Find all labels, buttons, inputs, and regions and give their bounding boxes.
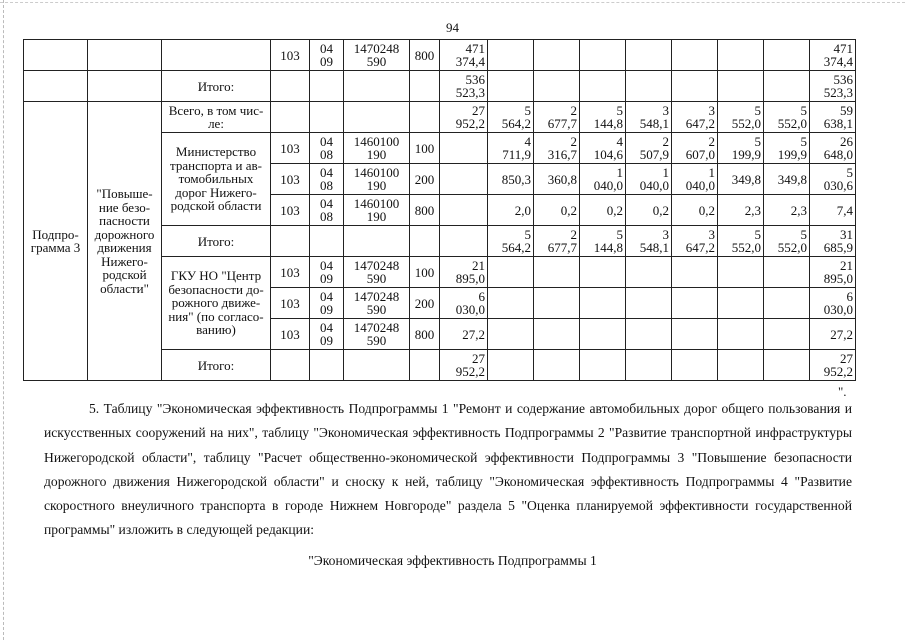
table-cell-value: 4 711,9 [488, 133, 534, 164]
table-cell [626, 350, 672, 381]
entity-cell: ГКУ НО "Центр безопасности до- рожного движе- ния" (по согласо- ванию) [162, 257, 271, 350]
table-cell-value: 0,2 [580, 195, 626, 226]
table-cell-value: 1 040,0 [672, 164, 718, 195]
table-cell [534, 40, 580, 71]
table-cell-section: 04 09 [310, 288, 344, 319]
table-cell [534, 319, 580, 350]
table-cell-value: 5 199,9 [718, 133, 764, 164]
table-cell-gr: 103 [271, 195, 310, 226]
table-cell [24, 40, 88, 71]
table-cell-value: 850,3 [488, 164, 534, 195]
table-cell-value: 360,8 [534, 164, 580, 195]
table-cell-value: 3 548,1 [626, 102, 672, 133]
paragraph-text: 5. Таблицу "Экономическая эффективность Подпрограммы 1 "Ремонт и содержание автомобильных дорог общего пользования и искусственных сооружений на них", таблицу "Экономическая эффективность Подпрограммы 2 "Развитие транспортной инфраструктуры Нижегородской области", таблицу "Расчет общественно-экономической эффективности Подпрограммы 3 "Повышение безопасности дорожного движения Нижегородской области" и сноску к ней, таблицу "Экономическая эффективность Подпрограммы 4 "Развитие скоростного внеуличного транспорта в городе Нижнем Новгороде" раздела 5 "Оценка планируемой эффективности государственной программы" изложить в следующей редакции: [44, 401, 852, 538]
table-cell [672, 40, 718, 71]
table-cell [310, 102, 344, 133]
table-cell [534, 71, 580, 102]
table-cell [271, 350, 310, 381]
table-cell-value: 27 952,2 [440, 102, 488, 133]
table-cell-value: 1 040,0 [626, 164, 672, 195]
table-cell-value: 5 144,8 [580, 226, 626, 257]
table-cell [764, 40, 810, 71]
table-cell [344, 102, 410, 133]
page-number: 94 [446, 20, 459, 35]
table-cell [718, 319, 764, 350]
table-cell [88, 40, 162, 71]
table-cell [310, 71, 344, 102]
table-cell-gr: 103 [271, 288, 310, 319]
table-cell-label: Итого: [162, 71, 271, 102]
table-cell [580, 319, 626, 350]
table-cell-value: 2,3 [764, 195, 810, 226]
table-cell [271, 102, 310, 133]
table-cell-total: 5 030,6 [810, 164, 856, 195]
table-cell-value: 21 895,0 [440, 257, 488, 288]
table-cell-value: 5 552,0 [764, 102, 810, 133]
table-cell-section: 04 09 [310, 319, 344, 350]
table-cell [626, 257, 672, 288]
table-cell [440, 226, 488, 257]
table-cell [410, 226, 440, 257]
table-cell-section: 04 09 [310, 40, 344, 71]
table-cell-expense: 200 [410, 164, 440, 195]
entity-cell: Министерство транспорта и ав- томобильных дорог Нижего- родской области [162, 133, 271, 226]
table-cell-value: 3 647,2 [672, 102, 718, 133]
table-cell [626, 288, 672, 319]
table-cell-total: 6 030,0 [810, 288, 856, 319]
table-cell-value: 5 552,0 [718, 226, 764, 257]
table-cell-gr: 103 [271, 319, 310, 350]
table-cell-value: 27,2 [440, 319, 488, 350]
table-cell [580, 257, 626, 288]
table-cell-target: 1470248 590 [344, 257, 410, 288]
scan-edge-left [3, 0, 4, 640]
table-cell-value: 5 144,8 [580, 102, 626, 133]
table-cell-value: 536 523,3 [440, 71, 488, 102]
table-cell-total: 21 895,0 [810, 257, 856, 288]
table-cell [440, 195, 488, 226]
table-cell [764, 319, 810, 350]
table-cell-target: 1460100 190 [344, 195, 410, 226]
table-cell-value: 3 647,2 [672, 226, 718, 257]
table-cell-value: 2 607,0 [672, 133, 718, 164]
table-cell [410, 71, 440, 102]
table-row [24, 102, 856, 133]
table-cell-value: 0,2 [534, 195, 580, 226]
table-cell [344, 350, 410, 381]
table-cell [534, 257, 580, 288]
table-cell-expense: 200 [410, 288, 440, 319]
table-cell [718, 288, 764, 319]
table-cell-total: 31 685,9 [810, 226, 856, 257]
subprogram-cell: Подпро- грамма 3 [24, 102, 88, 381]
table-cell-value: 0,2 [626, 195, 672, 226]
table-cell [440, 133, 488, 164]
table-cell-total: 59 638,1 [810, 102, 856, 133]
table-cell-total: 536 523,3 [810, 71, 856, 102]
table-cell [764, 257, 810, 288]
table-cell-value: 471 374,4 [440, 40, 488, 71]
table-cell [580, 288, 626, 319]
table-cell-target: 1470248 590 [344, 319, 410, 350]
table-cell [271, 71, 310, 102]
table-cell [88, 71, 162, 102]
table-cell-gr: 103 [271, 133, 310, 164]
table-cell [718, 350, 764, 381]
table-cell-gr: 103 [271, 164, 310, 195]
table-cell-expense: 100 [410, 257, 440, 288]
table-cell-section: 04 08 [310, 133, 344, 164]
table-cell-target: 1470248 590 [344, 288, 410, 319]
table-cell-value: 2,0 [488, 195, 534, 226]
table-cell-value: 2 677,7 [534, 226, 580, 257]
table-cell-value: 349,8 [718, 164, 764, 195]
table-cell-label: Итого: [162, 350, 271, 381]
table-cell-value: 2 507,9 [626, 133, 672, 164]
table-cell-gr: 103 [271, 40, 310, 71]
table-cell-total: 27,2 [810, 319, 856, 350]
table-cell-value: 3 548,1 [626, 226, 672, 257]
table-row [24, 71, 856, 102]
table-cell [344, 226, 410, 257]
table-closing-quote: ". [838, 384, 847, 399]
table-cell-target: 1460100 190 [344, 164, 410, 195]
table-cell-section: 04 08 [310, 164, 344, 195]
table-cell [534, 288, 580, 319]
budget-table [23, 39, 856, 381]
table-cell [410, 350, 440, 381]
table-cell-target: 1470248 590 [344, 40, 410, 71]
table-cell-section: 04 09 [310, 257, 344, 288]
table-cell-value: 0,2 [672, 195, 718, 226]
table-cell-gr: 103 [271, 257, 310, 288]
table-cell-total: 27 952,2 [810, 350, 856, 381]
amendment-paragraph [44, 397, 852, 543]
table-cell-expense: 800 [410, 40, 440, 71]
table-row [24, 40, 856, 71]
table-cell [488, 350, 534, 381]
table-cell [488, 71, 534, 102]
table-cell [672, 71, 718, 102]
table-cell [718, 40, 764, 71]
table-cell-value: 4 104,6 [580, 133, 626, 164]
table-cell [24, 71, 88, 102]
table-cell [440, 164, 488, 195]
table-cell [310, 350, 344, 381]
next-table-title: "Экономическая эффективность Подпрограммы 1 [308, 553, 597, 568]
table-cell [672, 350, 718, 381]
table-cell [764, 288, 810, 319]
table-cell [344, 71, 410, 102]
table-cell [672, 319, 718, 350]
table-cell-value: 5 552,0 [718, 102, 764, 133]
table-cell-expense: 800 [410, 195, 440, 226]
table-cell [672, 257, 718, 288]
table-cell-value: 1 040,0 [580, 164, 626, 195]
table-cell-label: Итого: [162, 226, 271, 257]
table-cell-value: 2 677,7 [534, 102, 580, 133]
table-cell-value: 2 316,7 [534, 133, 580, 164]
scan-edge-top [0, 2, 905, 3]
table-cell-expense: 100 [410, 133, 440, 164]
table-cell [764, 350, 810, 381]
table-cell [626, 40, 672, 71]
table-cell [271, 226, 310, 257]
table-cell-value: 6 030,0 [440, 288, 488, 319]
table-cell-value: 27 952,2 [440, 350, 488, 381]
table-cell [310, 226, 344, 257]
table-cell-value: 5 552,0 [764, 226, 810, 257]
subprogram-title-cell: "Повыше- ние безо- пасности дорожного движения Нижего- родской области" [88, 102, 162, 381]
table-cell-target: 1460100 190 [344, 133, 410, 164]
table-cell [718, 71, 764, 102]
table-cell [580, 71, 626, 102]
table-cell [162, 40, 271, 71]
table-cell [580, 350, 626, 381]
table-cell-value: 2,3 [718, 195, 764, 226]
table-cell [410, 102, 440, 133]
table-cell-expense: 800 [410, 319, 440, 350]
table-cell-total: 7,4 [810, 195, 856, 226]
table-cell-value: 349,8 [764, 164, 810, 195]
table-cell [672, 288, 718, 319]
table-cell [534, 350, 580, 381]
table-cell [488, 319, 534, 350]
table-cell [488, 40, 534, 71]
table-cell-total: 471 374,4 [810, 40, 856, 71]
table-cell-value: 5 199,9 [764, 133, 810, 164]
table-cell [764, 71, 810, 102]
table-cell [626, 319, 672, 350]
table-cell [488, 257, 534, 288]
table-cell [718, 257, 764, 288]
table-cell-value: 5 564,2 [488, 102, 534, 133]
table-cell [488, 288, 534, 319]
table-cell [626, 71, 672, 102]
table-cell-total: 26 648,0 [810, 133, 856, 164]
table-cell-label: Всего, в том чис- ле: [162, 102, 271, 133]
table-cell-value: 5 564,2 [488, 226, 534, 257]
table-cell-section: 04 08 [310, 195, 344, 226]
table-cell [580, 40, 626, 71]
